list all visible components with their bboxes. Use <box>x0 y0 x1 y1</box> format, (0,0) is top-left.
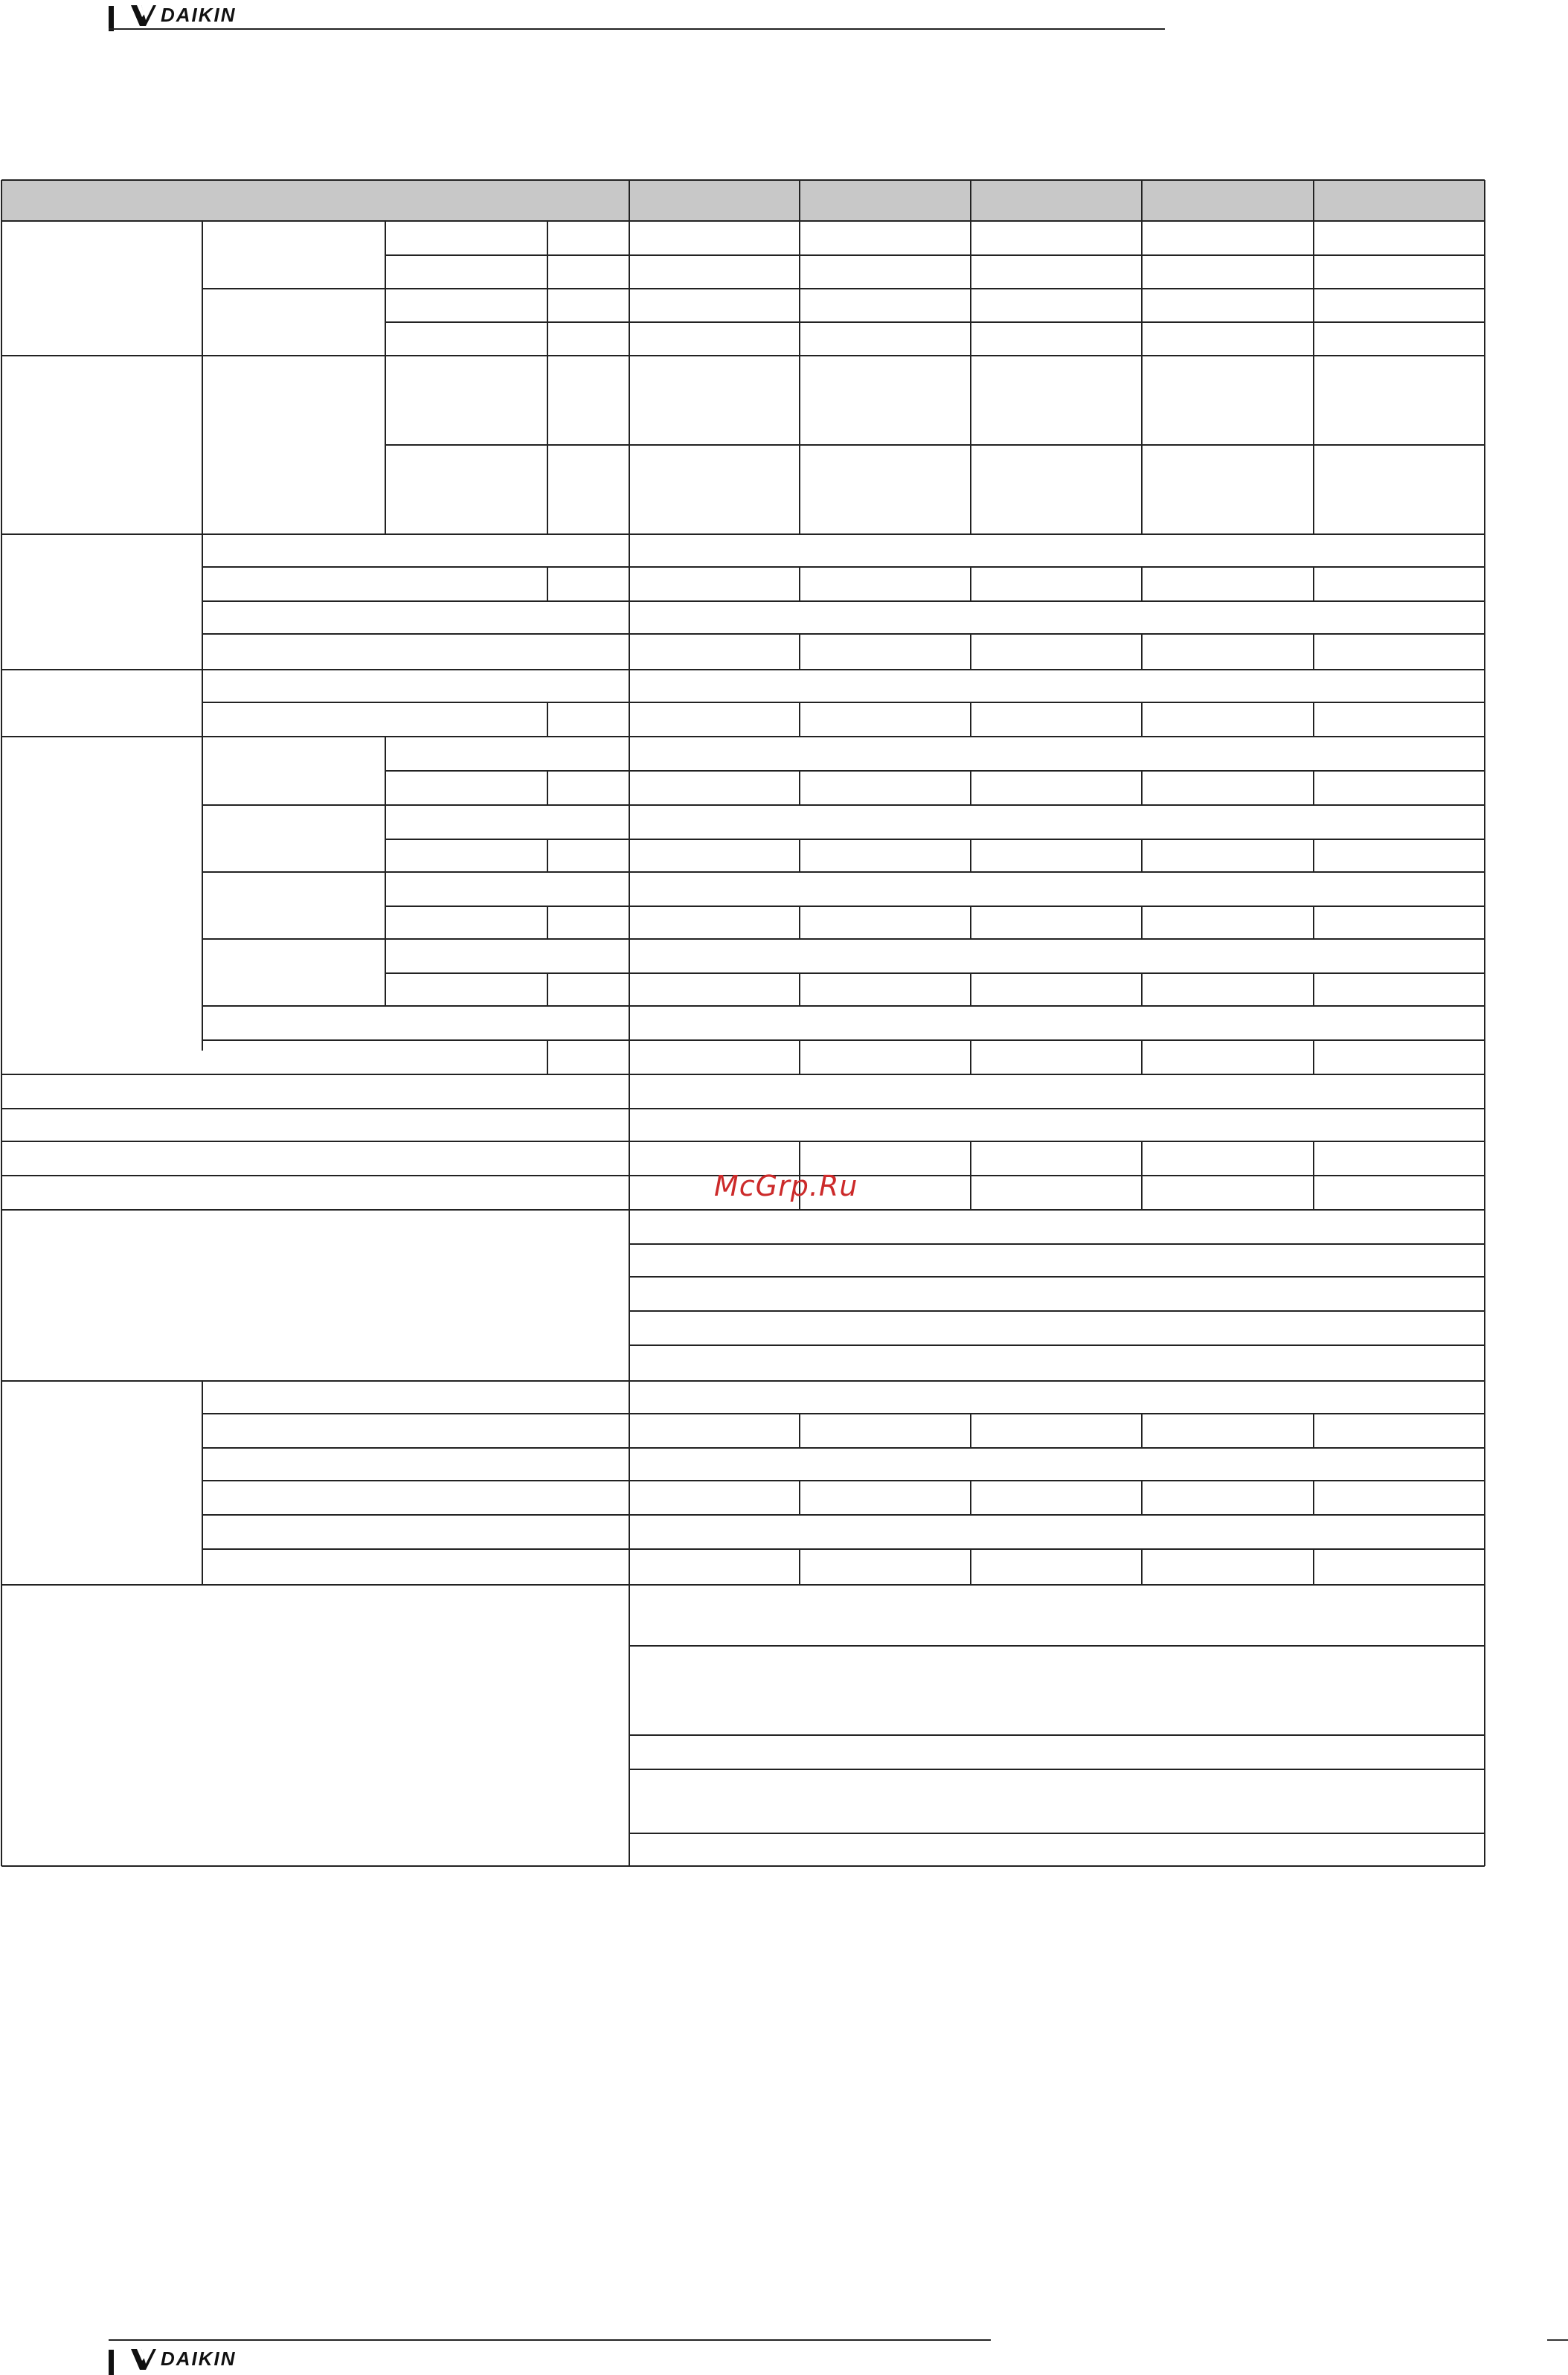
spec-table-grid <box>0 179 1488 1868</box>
table-lines <box>1 180 1485 1866</box>
daikin-logo <box>131 0 237 30</box>
daikin-mark-icon <box>131 2347 156 2370</box>
watermark: McGrp.Ru <box>714 1170 858 1202</box>
brand-wordmark: DAIKIN <box>161 3 237 26</box>
footer-wordmark: DAIKIN <box>161 2347 237 2370</box>
header-bar <box>109 6 114 31</box>
footer-bar <box>109 2350 114 2375</box>
footer-rule <box>109 2339 991 2341</box>
corner-mark <box>1547 2339 1568 2341</box>
daikin-logo-footer <box>131 2344 237 2374</box>
daikin-mark-icon <box>131 4 156 26</box>
header-rule <box>109 28 1165 30</box>
table-header-row <box>1 180 1485 221</box>
spec-table <box>0 179 1488 1868</box>
